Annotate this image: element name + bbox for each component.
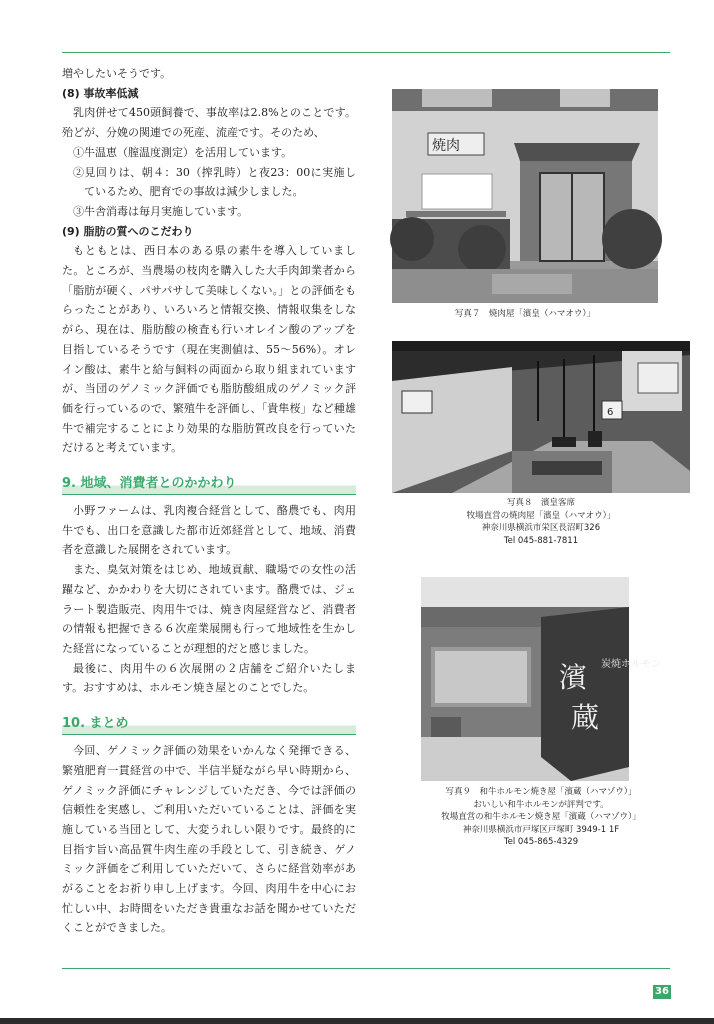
paragraph: 増やしたいそうです。 (62, 67, 172, 80)
bottom-rule (62, 968, 670, 969)
photo-restaurant-interior (392, 341, 690, 493)
section-heading: 9. 地域、消費者とのかかわり (62, 472, 356, 495)
bottom-bar (0, 1018, 714, 1024)
subheading: (9) 脂肪の質へのこだわり (62, 224, 194, 238)
list-item: ③牛舎消毒は毎月実施しています。 (73, 204, 249, 218)
photo-caption: 写真９ 和牛ホルモン焼き屋「濱蔵（ハマゾウ）」 おいしい和牛ホルモンが評判です。 牧場直営の和牛ホルモン焼き屋「濱蔵（ハマゾウ）」 神奈川県横浜市戸塚区戸塚町 3949-1 1F Tel 045-865-4329 (441, 787, 641, 847)
paragraph: 乳肉併せて450頭飼養で、事故率は2.8%とのことです。殆どが、分娩の関連での死産、流産です。そのため、 (62, 106, 356, 140)
banner-big-text-2: 蔵 (571, 701, 600, 734)
photo-caption: 写真８ 濱皇客席 牧場直営の焼肉屋「濱皇（ハマオウ）」 神奈川県横浜市栄区長沼町326 Tel 045-881-7811 (466, 498, 616, 546)
list-item: ①牛温恵（膣温度測定）を活用しています。 (73, 145, 293, 159)
sign-number: 6 (607, 407, 614, 418)
paragraph: もともとは、西日本のある県の素牛を導入していました。ところが、当農場の枝肉を購入した大手肉卸業者から「脂肪が硬く、パサパサして美味しくない。」との評価をもらったことがあり、いろいろと情報交換、情報収集をしながら、現在は、脂肪酸の検査も行いオレイン酸のアップを目指しているそうです（現在実測値は、55～56%）。オレイン酸は、素牛と給与飼料の両面から取り組まれていますが、当団のゲノミック評価でも脂肪酸組成のゲノミック評価を行っているので、繁殖牛を評価し、「貴隼桜」など種雄牛で補完することにより効果的な脂肪質改良を行っていただけると考えています。 (62, 244, 356, 455)
banner-small-text: 炭焼ホルモン (601, 659, 661, 670)
paragraph: また、臭気対策をはじめ、地域貢献、職場での女性の活躍など、かかわりを大切にされています。酪農では、ジェラート製造販売、肉用牛では、焼き肉屋経営など、消費者の情報も把握できる６次産業展開も行って地域性を生かした経営になっていることが理想的だと感じました。 (62, 563, 356, 655)
list-item: ②見回りは、朝４：30（搾乳時）と夜23：00に実施しているため、肥育での事故は減少しました。 (73, 165, 356, 199)
paragraph: 小野ファームは、乳肉複合経営として、酪農でも、肉用牛でも、出口を意識した都市近郊経営として、地域、消費者を意識した展開をされています。 (62, 504, 356, 557)
paragraph: 最後に、肉用牛の６次展開の２店舗をご紹介いたします。おすすめは、ホルモン焼き屋とのことでした。 (62, 661, 356, 695)
photo-yakiniku-storefront (392, 89, 658, 303)
shop-sign-text: 焼肉 (432, 138, 460, 154)
top-rule (62, 52, 670, 53)
banner-big-text-1: 濱 (559, 661, 588, 694)
photo-horumon-storefront (421, 577, 661, 781)
left-column (62, 64, 356, 938)
photo-caption: 写真７ 焼肉屋「濱皇（ハマオウ）」 (454, 309, 596, 319)
page-number: 36 (653, 985, 671, 999)
paragraph: 今回、ゲノミック評価の効果をいかんなく発揮できる、繁殖肥育一貫経営の中で、半信半疑ながら早い時期から、ゲノミック評価にチャレンジしていただき、今では評価の信頼性を実感し、ご利用いただいていることは、評価を実施している当団として、大変うれしい限りです。最終的に目指す旨い高品質牛肉生産の手段として、引き続き、ゲノミック評価をご利用していただいて、さらに経営効率があがることをお祈り申し上げます。今回、肉用牛を中心にお忙しい中、お時間をいただき貴重なお話を聞かせていただくことができました。 (62, 744, 356, 935)
subheading: (8) 事故率低減 (62, 86, 139, 100)
section-heading: 10. まとめ (62, 712, 356, 735)
